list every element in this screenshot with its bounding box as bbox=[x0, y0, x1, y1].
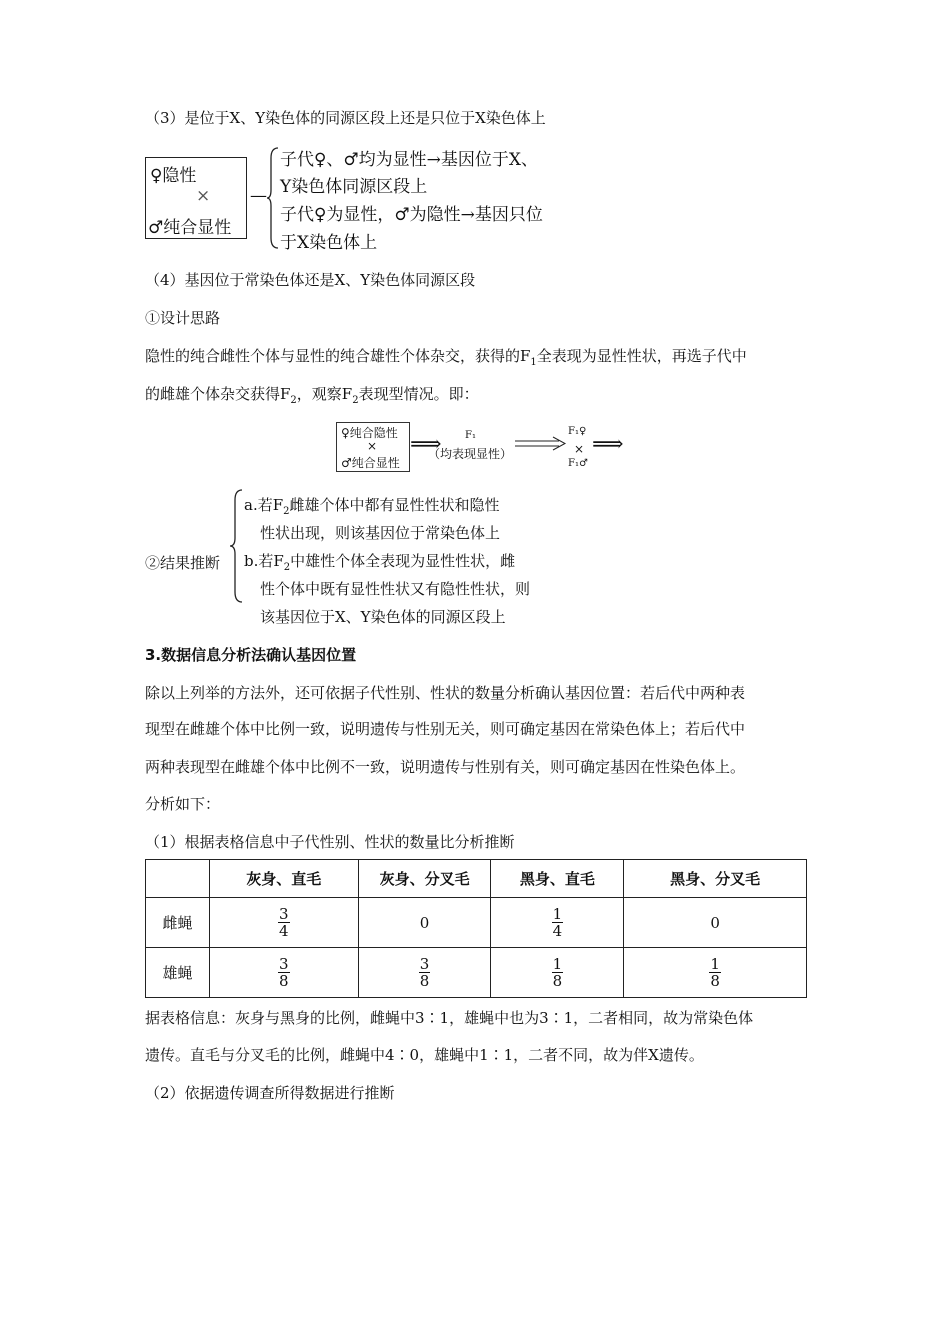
design-text-1b: 全表现为显性性状，再选子代中 bbox=[536, 347, 747, 365]
design-text-2b: ，观察F bbox=[296, 385, 353, 403]
para1-line2: 现型在雌雄个体中比例一致，说明遗传与性别无关，则可确定基因在常染色体上；若后代中 bbox=[145, 720, 746, 738]
subscript: 1 bbox=[530, 357, 537, 368]
table-header-cell: 黑身、分叉毛 bbox=[624, 860, 807, 898]
subsection-2-heading: （2）依据遗传调查所得数据进行推断 bbox=[145, 1084, 395, 1102]
design-text-2c: 表现型情况。即： bbox=[358, 385, 479, 403]
case2-line1: 子代♀为显性，♂为隐性→基因只位 bbox=[280, 205, 543, 225]
table-cell bbox=[491, 898, 624, 948]
result-b-line3: 该基因位于X、Y染色体的同源区段上 bbox=[260, 608, 506, 626]
numerator: 3 bbox=[279, 955, 289, 973]
para1-line3: 两种表现型在雌雄个体中比例不一致，说明遗传与性别有关，则可确定基因在性染色体上。 bbox=[145, 758, 746, 776]
result-a-line2: 性状出现，则该基因位于常染色体上 bbox=[260, 524, 501, 542]
para1-line4: 分析如下： bbox=[145, 795, 221, 813]
table-header-cell: 灰身、分叉毛 bbox=[358, 860, 491, 898]
para1-line1: 除以上列举的方法外，还可依据子代性别、性状的数量分析确认基因位置：若后代中两种表 bbox=[145, 684, 746, 702]
fraction bbox=[709, 956, 721, 989]
design-text-line1 bbox=[145, 346, 747, 366]
section-title-3: 3.数据信息分析法确认基因位置 bbox=[145, 646, 357, 664]
case1-line2: Y染色体同源区段上 bbox=[280, 177, 428, 197]
result-b-1a: b.若F bbox=[244, 552, 284, 570]
case2-line2: 于X染色体上 bbox=[280, 233, 378, 253]
table-row bbox=[146, 898, 807, 948]
connector-dash: — bbox=[250, 186, 267, 206]
table-header-cell: 黑身、直毛 bbox=[491, 860, 624, 898]
table-cell bbox=[358, 948, 491, 998]
f1-female-label: F₁♀ bbox=[568, 426, 587, 437]
double-arrow-icon: ⟹ bbox=[410, 432, 442, 457]
left-brace-icon bbox=[266, 146, 280, 250]
fraction bbox=[419, 956, 431, 989]
row-label: 雌蝇 bbox=[146, 898, 210, 948]
cross-symbol-3: × bbox=[574, 442, 585, 456]
denominator: 8 bbox=[552, 972, 563, 990]
result-label: ②结果推断 bbox=[145, 554, 221, 572]
numerator: 3 bbox=[279, 905, 289, 923]
cross-symbol-2: × bbox=[367, 439, 378, 453]
row-label: 雄蝇 bbox=[146, 948, 210, 998]
female-recessive-label-2: ♀纯合隐性 bbox=[341, 426, 398, 440]
conclusion-line1: 据表格信息：灰身与黑身的比例，雌蝇中3∶1，雄蝇中也为3∶1，二者相同，故为常染色体 bbox=[145, 1009, 754, 1027]
denominator: 8 bbox=[279, 972, 289, 990]
result-b-line1 bbox=[244, 551, 515, 571]
double-arrow-end-icon: ⟹ bbox=[592, 432, 624, 457]
long-double-arrow-icon bbox=[515, 436, 567, 452]
numerator: 1 bbox=[552, 955, 563, 973]
case1-line1: 子代♀、♂均为显性→基因位于X、 bbox=[280, 150, 539, 170]
fraction bbox=[552, 956, 564, 989]
table-cell bbox=[624, 948, 807, 998]
cross-box-2 bbox=[336, 422, 410, 472]
f1-note: （均表现显性） bbox=[428, 447, 513, 461]
subscript: 2 bbox=[352, 395, 359, 406]
numerator: 1 bbox=[710, 955, 720, 973]
section-4-heading: （4）基因位于常染色体还是X、Y染色体同源区段 bbox=[145, 271, 476, 289]
table-cell bbox=[209, 898, 358, 948]
design-text-line2 bbox=[145, 384, 479, 404]
f1-male-label: F₁♂ bbox=[568, 458, 588, 469]
female-recessive-label: ♀隐性 bbox=[150, 166, 197, 186]
result-brace-icon bbox=[228, 488, 244, 604]
numerator: 1 bbox=[552, 905, 563, 923]
male-dominant-label: ♂纯合显性 bbox=[148, 218, 232, 238]
numerator: 3 bbox=[419, 955, 430, 973]
f1-label: F₁ bbox=[465, 430, 476, 441]
result-a-1a: a.若F bbox=[244, 496, 284, 514]
fraction bbox=[278, 956, 290, 989]
table-cell bbox=[209, 948, 358, 998]
result-b-1b: 中雄性个体全表现为显性性状，雌 bbox=[290, 552, 516, 570]
table-header-row bbox=[146, 860, 807, 898]
subsection-1-heading: （1）根据表格信息中子代性别、性状的数量比分析推断 bbox=[145, 833, 515, 851]
design-label: ①设计思路 bbox=[145, 309, 221, 327]
denominator: 4 bbox=[552, 922, 563, 940]
cross-box bbox=[145, 157, 247, 239]
conclusion-line2: 遗传。直毛与分叉毛的比例，雌蝇中4∶0，雄蝇中1∶1，二者不同，故为伴X遗传。 bbox=[145, 1046, 704, 1064]
denominator: 8 bbox=[710, 972, 720, 990]
result-a-1b: 雌雄个体中都有显性性状和隐性 bbox=[289, 496, 500, 514]
trait-ratio-table bbox=[145, 859, 807, 998]
section-3-heading: （3）是位于X、Y染色体的同源区段上还是只位于X染色体上 bbox=[145, 109, 546, 127]
fraction bbox=[552, 906, 564, 939]
result-b-line2: 性个体中既有显性性状又有隐性性状，则 bbox=[260, 580, 531, 598]
denominator: 4 bbox=[279, 922, 289, 940]
male-dominant-label-2: ♂纯合显性 bbox=[341, 456, 400, 470]
design-text-1a: 隐性的纯合雌性个体与显性的纯合雄性个体杂交，获得的F bbox=[145, 347, 531, 365]
table-header-cell bbox=[146, 860, 210, 898]
table-cell bbox=[491, 948, 624, 998]
table-cell: 0 bbox=[358, 898, 491, 948]
table-header-cell: 灰身、直毛 bbox=[209, 860, 358, 898]
table-cell: 0 bbox=[624, 898, 807, 948]
subscript: 2 bbox=[290, 395, 297, 406]
design-text-2a: 的雌雄个体杂交获得F bbox=[145, 385, 291, 403]
table-row bbox=[146, 948, 807, 998]
result-a-line1 bbox=[244, 495, 500, 515]
subscript: 2 bbox=[283, 506, 290, 517]
cross-symbol: × bbox=[196, 186, 211, 206]
subscript: 2 bbox=[283, 562, 291, 573]
denominator: 8 bbox=[419, 972, 430, 990]
fraction bbox=[278, 906, 290, 939]
